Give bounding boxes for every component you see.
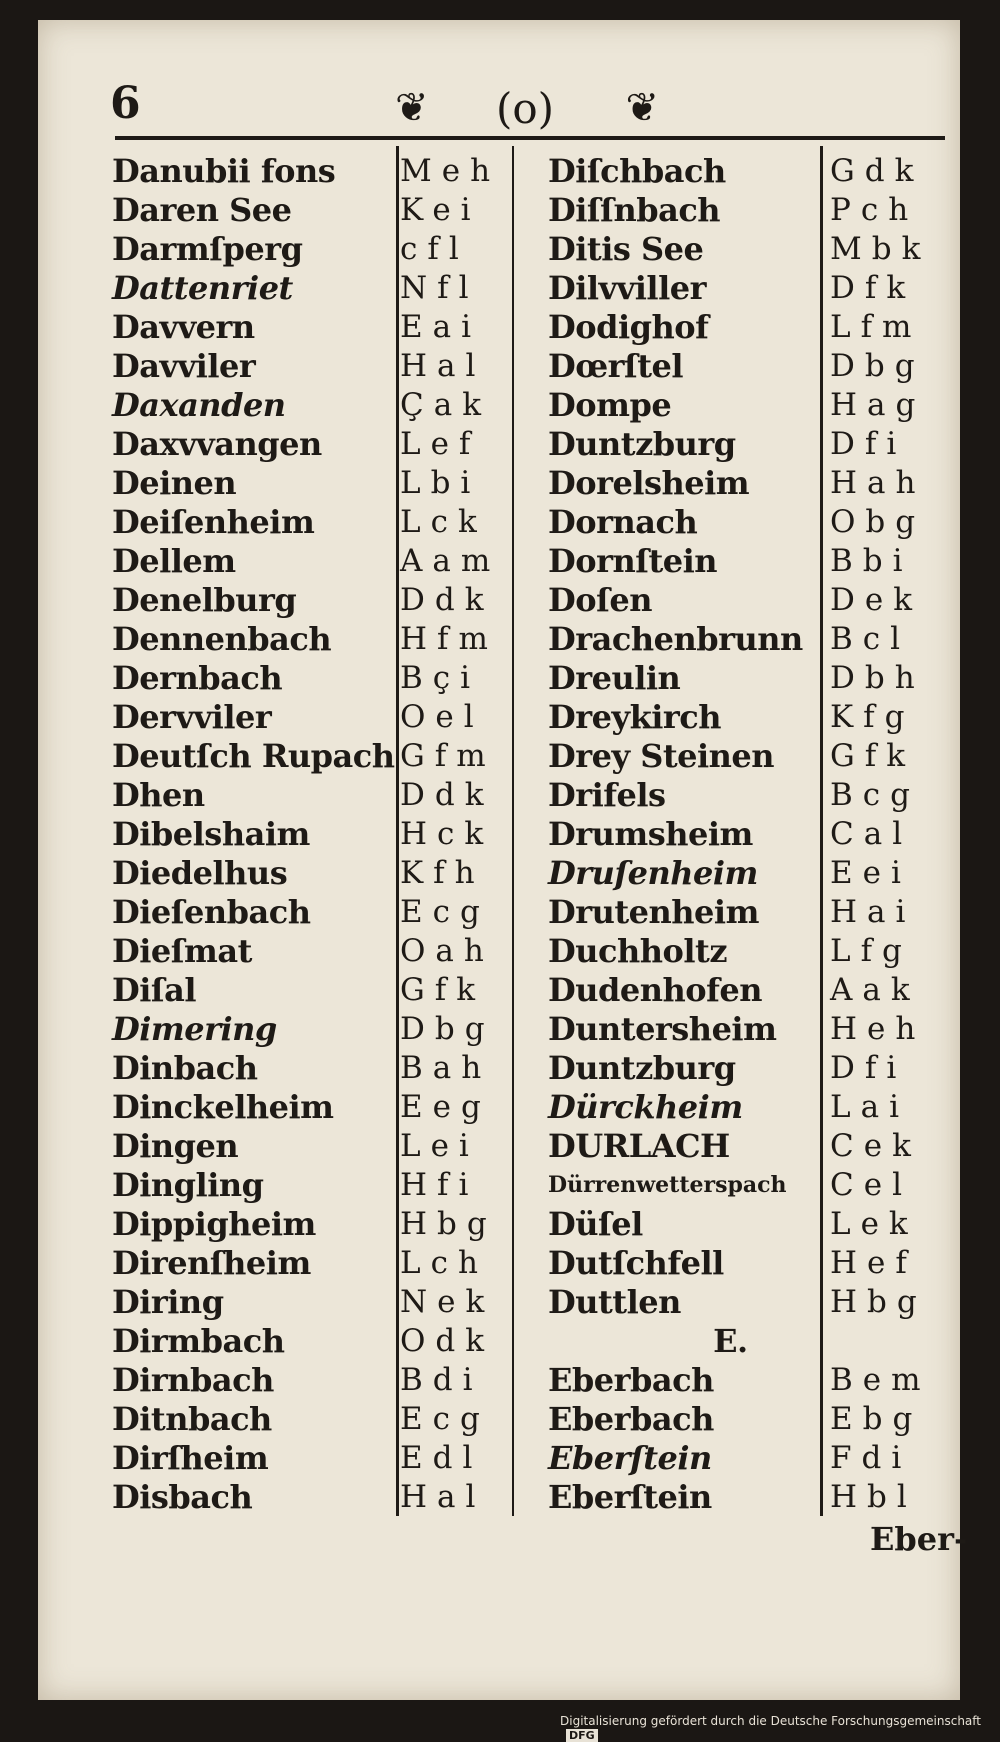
place-name: Dürrenwetterspach [548,1172,787,1198]
place-name: Dutſchfell [548,1244,724,1282]
place-name: Dingen [112,1127,239,1165]
map-grid-code: Heh [830,1011,926,1047]
place-name: Deutſch Rupach [112,737,395,775]
map-grid-code: Odk [400,1323,495,1359]
map-grid-code: Aak [830,972,920,1008]
map-grid-code: Oah [400,933,494,969]
place-name: Dinbach [112,1049,258,1087]
right-map-codes-column [830,152,931,1517]
place-name: Diſal [112,971,197,1009]
map-grid-code: Dbg [830,348,925,384]
map-grid-code: Eai [400,309,482,345]
map-grid-code: Lbi [400,465,481,501]
map-grid-code: Gfm [400,738,496,774]
place-name: Daxanden [112,386,286,424]
map-grid-code: Hfm [400,621,498,657]
place-name: Ditis See [548,230,704,268]
dfg-logo: DFG [566,1729,598,1742]
place-name: Diedelhus [112,854,288,892]
place-name: Davviler [112,347,256,385]
place-name: Dirſheim [112,1439,269,1477]
map-grid-code: Eeg [400,1089,491,1125]
map-grid-code: Cal [830,816,913,852]
left-place-names-column [112,152,395,1517]
map-grid-code: Mbk [830,231,931,267]
map-grid-code: Pch [830,192,919,228]
place-name: Eberbach [548,1400,714,1438]
map-grid-code: Bbi [830,543,913,579]
map-grid-code: Lch [400,1245,488,1281]
column-rule-center [512,146,514,1516]
map-grid-code: Bcl [830,621,911,657]
place-name: Diſchbach [548,152,726,190]
map-grid-code: Kei [400,192,481,228]
map-grid-code: Hbl [830,1479,917,1515]
place-name: Eberbach [548,1361,714,1399]
map-grid-code: Lai [830,1089,909,1125]
place-name: Dirnbach [112,1361,274,1399]
map-grid-code: Lef [400,426,481,462]
place-name: Dinckelheim [112,1088,334,1126]
map-grid-code: Dfi [830,426,907,462]
map-grid-code: Eei [830,855,911,891]
place-name: Doſen [548,581,652,619]
map-grid-code: Gfk [830,738,916,774]
map-grid-code: Ddk [400,582,494,618]
map-grid-code: Bçi [400,660,481,696]
place-name: Dieſenbach [112,893,311,931]
place-name: Denelburg [112,581,297,619]
place-name: DURLACH [548,1127,730,1165]
map-grid-code: Çak [400,387,491,423]
place-name: Duttlen [548,1283,681,1321]
page-number: 6 [110,78,141,129]
catchword: Eber- [870,1520,968,1558]
left-map-codes-column [400,152,500,1517]
place-name: Dreykirch [548,698,721,736]
map-grid-code: Dbg [400,1011,495,1047]
place-name: Dibelshaim [112,815,310,853]
place-name: Daxvvangen [112,425,322,463]
map-grid-code: Obg [830,504,926,540]
place-name: Drachenbrunn [548,620,803,658]
header-center-mark: (o) [495,83,555,133]
place-name: Danubii fons [112,152,336,190]
map-grid-code: Dfk [830,270,916,306]
column-rule-right-codes [820,146,823,1516]
map-grid-code: cfl [400,231,469,267]
place-name: Drifels [548,776,666,814]
map-grid-code: Oel [400,699,484,735]
place-name: Dellem [112,542,236,580]
place-name: Dernbach [112,659,283,697]
map-grid-code: Hbg [830,1284,927,1320]
place-name: Dorelsheim [548,464,750,502]
place-name: Deinen [112,464,237,502]
map-grid-code: Hag [830,387,926,423]
map-grid-code: Lek [830,1206,918,1242]
map-grid-code: Hal [400,348,486,384]
place-name: Dingling [112,1166,264,1204]
map-grid-code: Nfl [400,270,479,306]
place-name: Diring [112,1283,224,1321]
place-name: Dattenriet [112,269,293,307]
map-grid-code: Hbg [400,1206,497,1242]
place-name: Dornſtein [548,542,718,580]
map-grid-code: Gfk [400,972,486,1008]
place-name: Dilvviller [548,269,706,307]
map-grid-code: Bcg [830,777,920,813]
place-name: Ditnbach [112,1400,272,1438]
place-name: Eberſtein [548,1478,712,1516]
header-ornament [395,78,655,138]
map-grid-code: Dbh [830,660,925,696]
map-grid-code: Bah [400,1050,492,1086]
map-grid-code: Nek [400,1284,495,1320]
map-grid-code: Ddk [400,777,494,813]
right-place-names-column [548,152,803,1517]
place-name: Drey Steinen [548,737,774,775]
place-name: Duntzburg [548,425,736,463]
place-name: Darmſperg [112,230,303,268]
map-grid-code: Meh [400,153,501,189]
place-name: Dompe [548,386,672,424]
map-grid-code: Edl [400,1440,483,1476]
column-rule-left-codes [396,146,399,1516]
place-name: Düſel [548,1205,643,1243]
fleuron-right-icon: ❦ [625,85,655,131]
map-grid-code: Lfm [830,309,922,345]
place-name: Diſſnbach [548,191,721,229]
map-grid-code [830,1322,931,1361]
map-grid-code: Fdi [830,1440,912,1476]
fleuron-left-icon: ❦ [395,85,425,131]
map-grid-code: Aam [400,543,501,579]
header-rule [115,136,945,140]
map-grid-code: Hah [830,465,926,501]
map-grid-code: Hai [830,894,916,930]
place-name: Dreulin [548,659,681,697]
place-name: Dieſmat [112,932,252,970]
place-name: Deiſenheim [112,503,315,541]
map-grid-code: Lfg [830,933,912,969]
place-name: Dervviler [112,698,272,736]
place-name: Dennenbach [112,620,332,658]
place-name: Disbach [112,1478,253,1516]
map-grid-code: Ecg [400,1401,490,1437]
map-grid-code: Ebg [830,1401,923,1437]
map-grid-code: Hef [830,1245,917,1281]
place-name: Dürckheim [548,1088,743,1126]
map-grid-code: Lei [400,1128,479,1164]
map-grid-code: Hck [400,816,494,852]
place-name: Dornach [548,503,698,541]
map-grid-code: Lck [400,504,487,540]
map-grid-code: Hal [400,1479,486,1515]
place-name: Dœrſtel [548,347,684,385]
map-grid-code: Dfi [830,1050,907,1086]
place-name: Dimering [112,1010,277,1048]
map-grid-code: Hfi [400,1167,479,1203]
place-name: Daren See [112,191,292,229]
place-name: Eberſtein [548,1439,712,1477]
map-grid-code: Bdi [400,1362,483,1398]
map-grid-code: Kfg [830,699,915,735]
map-grid-code: Dek [830,582,922,618]
map-grid-code: Ecg [400,894,490,930]
place-name: Dhen [112,776,205,814]
place-name: Direnſheim [112,1244,311,1282]
map-grid-code: Bem [830,1362,931,1398]
map-grid-code: Cel [830,1167,912,1203]
place-name: Davvern [112,308,255,346]
place-name: Drumsheim [548,815,753,853]
place-name: Dodighof [548,308,709,346]
place-name: Duntersheim [548,1010,777,1048]
place-name: Dudenhofen [548,971,763,1009]
place-name: Druſenheim [548,854,758,892]
place-name: Duchholtz [548,932,727,970]
place-name: Dirmbach [112,1322,285,1360]
place-name: Dippigheim [112,1205,316,1243]
place-name: E. [713,1322,748,1360]
footer-credit: Digitalisierung gefördert durch die Deutsche Forschungsgemeinschaft [560,1714,982,1728]
place-name: Drutenheim [548,893,759,931]
map-grid-code: Cek [830,1128,921,1164]
map-grid-code: Kfh [400,855,485,891]
map-grid-code: Gdk [830,153,924,189]
place-name: Duntzburg [548,1049,736,1087]
